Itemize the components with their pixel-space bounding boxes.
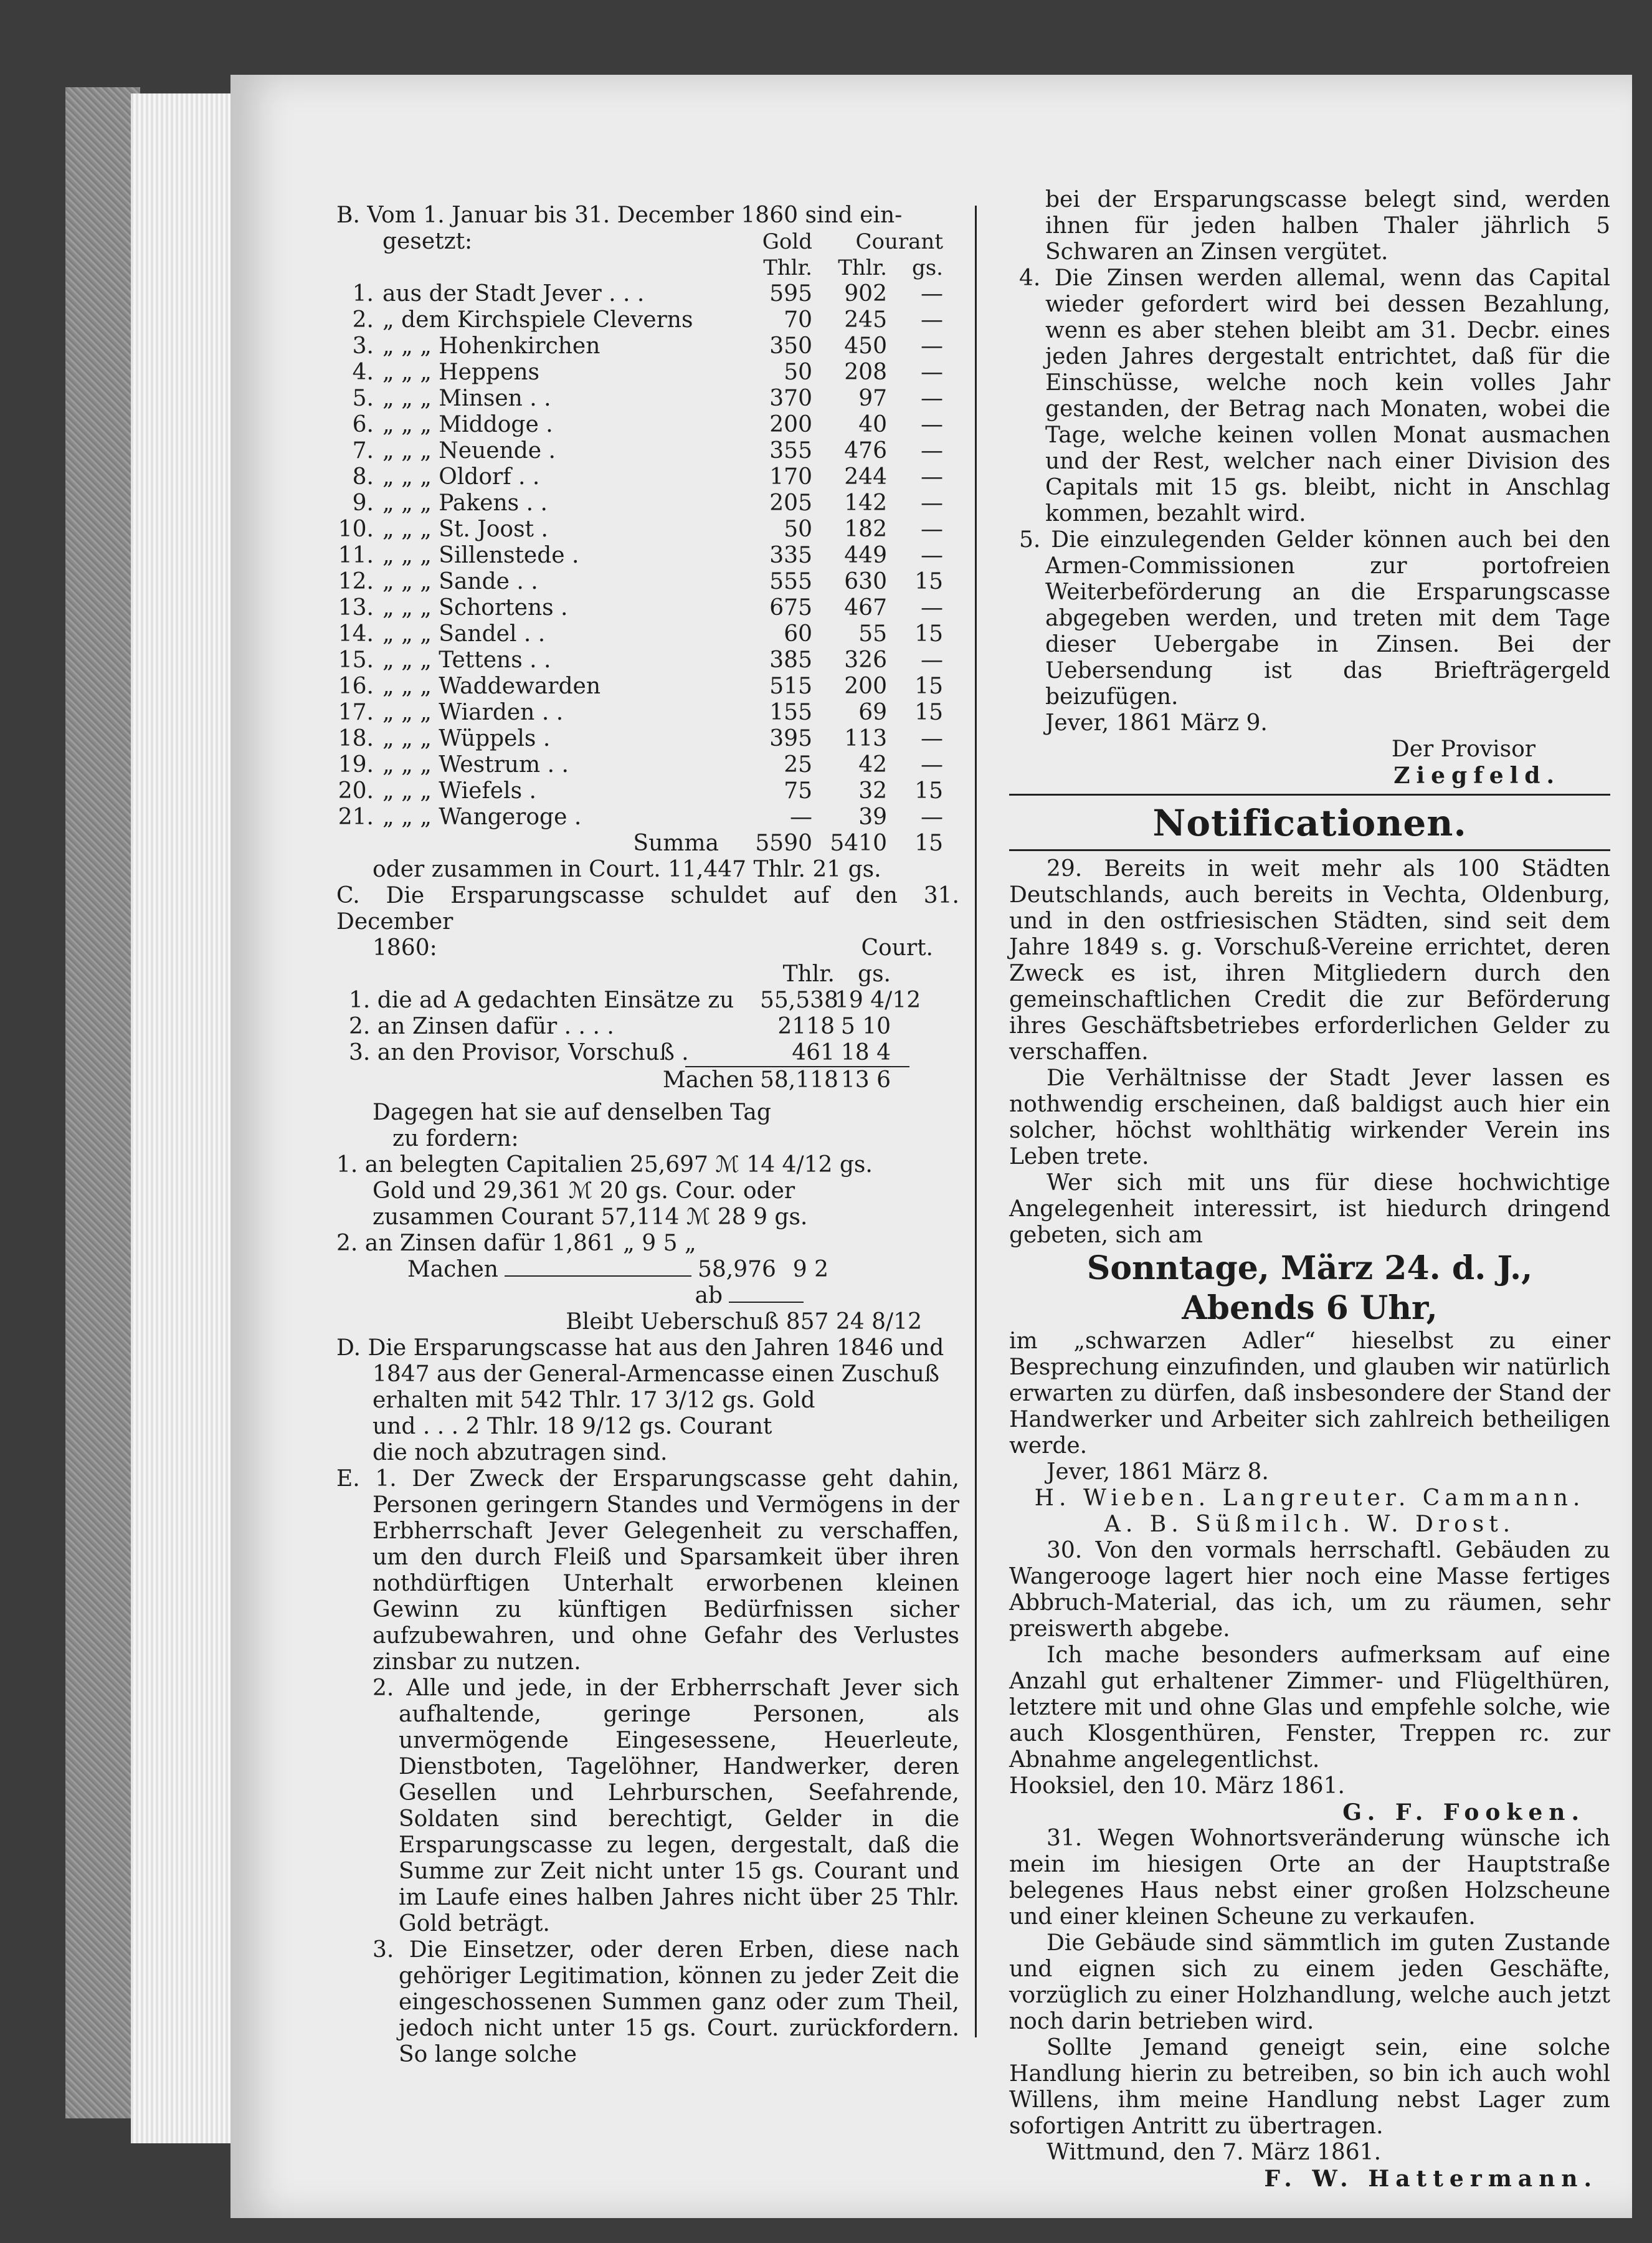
table-row [336, 804, 959, 831]
forderung-2: Gold und 29,361 ℳ 20 gs. Cour. oder [373, 1178, 795, 1204]
machen-thlr-1: 58,118 [760, 1067, 838, 1093]
cell-gold: 555 [769, 569, 812, 594]
cell-gold: 335 [769, 543, 812, 568]
header-thlr-courant: Thlr. [838, 255, 887, 280]
section-rule [1009, 794, 1610, 796]
signatories-1: H. Wieben. Langreuter. Cammann. [1034, 1485, 1585, 1511]
date-jever-8: Jever, 1861 März 8. [1047, 1459, 1269, 1485]
c-thlr: Thlr. [782, 961, 835, 987]
notice-30-a: 30. Von den vormals herrschaftl. Gebäuden zu Wangerooge lagert hier noch eine Masse fertiges Abbruch-Material, das ich, um zu räumen, sehr preiswerth abgebe. [1009, 1538, 1610, 1642]
cell-gs: 15 [914, 569, 943, 594]
cell-gs: 15 [914, 674, 943, 699]
cell-num: 4. [352, 360, 374, 385]
cell-num: 9. [352, 490, 374, 516]
section-d-line: 1847 aus der General-Armencasse einen Zuschuß [373, 1361, 939, 1387]
section-d-line: und . . . 2 Thlr. 18 9/12 gs. Courant [373, 1414, 772, 1439]
table-row [336, 726, 959, 752]
debt-table [336, 988, 959, 1066]
table-row [336, 595, 959, 621]
section-e-1: E. 1. Der Zweck der Ersparungscasse geht dahin, Personen geringern Standes und Vermögens in der Erbherrschaft Jever Gelegenheit zu verschaffen, um den durch Fleiß und Sparsamkeit über ihren nothdürftigen Unterhalt erworbenen kleinen Gewinn zu künftigen Bedürfnissen sicher aufzubewahren, und ohne Gefahr des Verlustes zinsbar zu nutzen. [336, 1466, 959, 1675]
cell-num: 11. [338, 543, 374, 568]
cell-num: 6. [352, 412, 374, 437]
cell-num: 19. [338, 752, 374, 778]
section-e-2: 2. Alle und jede, in der Erbherrschaft Jever sich aufhaltende, geringe Personen, als unvermögende Eingesessene, Heuerleute, Dienstboten, Tagelöhner, Handwerker, deren Gesellen und Lehrburschen, Seefahrende, Soldaten sind berechtigt, Gelder in die Ersparungscasse zu legen, dergestalt, daß die Summe zur Zeit nicht unter 15 gs. Courant und im Laufe eines halben Jahres nicht über 25 Thlr. Gold beträgt. [373, 1675, 959, 1936]
debt-thlr: 2118 [777, 1014, 835, 1039]
cell-gold: 595 [769, 281, 812, 307]
cell-thlr: 55 [858, 621, 887, 647]
cell-gold: 200 [769, 412, 812, 437]
cell-label: „ „ „ Wüppels . [382, 726, 551, 751]
cell-gs: — [921, 595, 943, 621]
provisor-signature: Ziegfeld. [1393, 763, 1560, 789]
cell-gs: — [921, 804, 943, 830]
cell-gs: — [921, 543, 943, 568]
notice-31-date: Wittmund, den 7. März 1861. [1047, 2140, 1382, 2165]
cell-gs: 15 [914, 778, 943, 804]
section-e-5: 5. Die einzulegenden Gelder können auch bei den Armen-Commissionen zur portofreien Weiterbeförderung an die Ersparungscasse abgegeben werden, und treten mit dem Tage dieser Uebergabe in Zinsen. Bei der Uebersendung ist das Briefträgergeld beizufügen. [1019, 527, 1610, 710]
cell-label: „ „ „ Westrum . . [382, 752, 569, 778]
cell-thlr: 182 [844, 517, 887, 542]
notice-29-a: 29. Bereits in weit mehr als 100 Städten Deutschlands, auch bereits in Vechta, Oldenburg, und in den ostfriesischen Städten, sind seit dem Jahre 1849 s. g. Vorschuß-Vereine errichtet, deren Zweck es ist, ihren Mitgliedern durch den gemeinschaftlichen Credit die zur Beförderung ihres Geschäftsbetriebes erforderlichen Gelder zu verschaffen. [1009, 856, 1610, 1065]
table-row [336, 333, 959, 360]
cell-gold: 395 [769, 726, 812, 751]
machen-label-2: Machen [407, 1257, 498, 1282]
table-row [336, 517, 959, 543]
dagegen-line-2: zu fordern: [392, 1126, 519, 1151]
cell-thlr: 42 [858, 752, 887, 778]
cell-label: „ „ „ Middoge . [382, 412, 553, 437]
cell-num: 13. [338, 595, 374, 621]
cell-num: 2. [352, 307, 374, 333]
cell-thlr: 476 [844, 438, 887, 464]
cell-num: 7. [352, 438, 374, 464]
cell-label: „ „ „ St. Joost . [382, 517, 548, 542]
cell-label: „ „ „ Heppens [382, 360, 540, 385]
header-thlr-gold: Thlr. [763, 255, 812, 280]
cell-gold: 385 [769, 647, 812, 673]
table-row [336, 674, 959, 700]
summa-gs: 15 [914, 831, 943, 856]
provisor-title: Der Provisor [1391, 736, 1536, 762]
dagegen-line: Dagegen hat sie auf denselben Tag [373, 1100, 771, 1125]
cell-gs: — [921, 726, 943, 751]
table-row [336, 360, 959, 386]
table-row [336, 438, 959, 464]
column-divider [975, 206, 977, 2037]
debt-thlr: 461 [792, 1040, 835, 1065]
cell-thlr: 69 [858, 700, 887, 725]
debt-row [336, 988, 959, 1014]
cell-num: 18. [338, 726, 374, 751]
notice-30-signature: G. F. Fooken. [1342, 1799, 1585, 1826]
debt-thlr: 55,538 [760, 988, 838, 1013]
cell-gold: 50 [784, 360, 812, 385]
cell-gs: — [921, 490, 943, 516]
cell-label: „ „ „ Wangeroge . [382, 804, 582, 830]
cell-gold: 60 [784, 621, 812, 647]
cell-gs: — [921, 281, 943, 307]
forderung-3: zusammen Courant 57,114 ℳ 28 9 gs. [373, 1204, 808, 1230]
table-row [336, 412, 959, 438]
cell-thlr: 200 [844, 674, 887, 699]
cell-num: 16. [338, 674, 374, 699]
cell-gs: — [921, 307, 943, 333]
table-row [336, 700, 959, 726]
notice-31-a: 31. Wegen Wohnortsveränderung wünsche ich mein im hiesigen Orte an der Hauptstraße belegenes Haus nebst einer großen Holzscheune und einer kleinen Scheune zu verkaufen. [1009, 1826, 1610, 1930]
cell-gs: — [921, 464, 943, 490]
summa-thlr: 5410 [830, 831, 887, 856]
cell-gs: — [921, 647, 943, 673]
cell-gold: 25 [784, 752, 812, 778]
table-row [336, 386, 959, 412]
cell-label: „ „ „ Pakens . . [382, 490, 548, 516]
cell-gold: 370 [769, 386, 812, 411]
bleibt-line: Bleibt Ueberschuß 857 24 8/12 [566, 1309, 922, 1335]
cell-label: „ „ „ Oldorf . . [382, 464, 540, 490]
debt-label: 1. die ad A gedachten Einsätze zu [349, 988, 734, 1013]
debt-gs: 5 10 [840, 1014, 891, 1039]
cell-thlr: 902 [844, 281, 887, 307]
cell-num: 1. [352, 281, 374, 307]
cell-thlr: 97 [858, 386, 887, 411]
notifications-heading: Notificationen. [1152, 802, 1467, 844]
cell-num: 21. [338, 804, 374, 830]
cell-label: „ „ „ Sandel . . [382, 621, 546, 647]
cell-gs: — [921, 360, 943, 385]
debt-gs: 19 4/12 [835, 988, 921, 1013]
section-e-4: 4. Die Zinsen werden allemal, wenn das Capital wieder gefordert wird bei dessen Bezahlung, wenn es aber stehen bleibt am 31. Decbr. eines jeden Jahres dergestalt entrichtet, daß für die Einschüsse, welche noch kein volles Jahr gestanden, der Betrag nach Monaten, wobei die Tage, welche keinen vollen Monat ausmachen und der Rest, welcher nach einer Division des Capitals mit 15 gs. bleibt, nicht in Anschlag kommen, bezahlt wird. [1019, 265, 1610, 526]
cell-num: 20. [338, 778, 374, 804]
cell-gold: 155 [769, 700, 812, 725]
cell-label: „ „ „ Tettens . . [382, 647, 551, 673]
date-jever-9: Jever, 1861 März 9. [1045, 710, 1268, 736]
header-gold: Gold [762, 229, 812, 254]
section-d-line: die noch abzutragen sind. [373, 1440, 668, 1465]
c-gs: gs. [858, 961, 891, 987]
cell-gs: — [921, 517, 943, 542]
zusammen-line: oder zusammen in Court. 11,447 Thlr. 21 gs. [373, 857, 881, 882]
section-c-intro: C. Die Ersparungscasse schuldet auf den 31. December [336, 883, 959, 935]
heading-rule [1009, 849, 1610, 851]
cell-thlr: 467 [844, 595, 887, 621]
debt-row [336, 1014, 959, 1040]
table-row [336, 490, 959, 517]
debt-label: 2. an Zinsen dafür . . . . [349, 1014, 614, 1039]
section-d-line: erhalten mit 542 Thlr. 17 3/12 gs. Gold [373, 1388, 815, 1413]
notice-29-d: im „schwarzen Adler“ hieselbst zu einer Besprechung einzufinden, und glauben wir natürlich erwarten zu dürfen, daß insbesondere der Stand der Handwerker und Arbeiter sich zahlreich betheiligen werde. [1009, 1328, 1610, 1459]
machen-label-1: Machen [662, 1067, 754, 1093]
cell-label: aus der Stadt Jever . . . [382, 281, 645, 307]
ab-label: ab [695, 1283, 723, 1308]
cell-gs: — [921, 386, 943, 411]
cell-label: „ dem Kirchspiele Cleverns [382, 307, 693, 333]
summa-row [336, 831, 959, 857]
cell-label: „ „ „ Wiefels . [382, 778, 536, 804]
cell-gold: 50 [784, 517, 812, 542]
cell-thlr: 449 [844, 543, 887, 568]
machen-gs-1: 13 6 [840, 1067, 891, 1093]
cell-num: 14. [338, 621, 374, 647]
cell-label: „ „ „ Waddewarden [382, 674, 601, 699]
debt-label: 3. an den Provisor, Vorschuß . [349, 1040, 689, 1065]
machen-gs-2: 9 2 [792, 1257, 828, 1282]
cell-gs: — [921, 752, 943, 778]
cell-gold: 70 [784, 307, 812, 333]
table-row [336, 647, 959, 674]
table-row [336, 569, 959, 595]
table-row [336, 281, 959, 307]
b-intro-2: gesetzt: [382, 229, 473, 254]
cell-label: „ „ „ Sande . . [382, 569, 538, 594]
left-column [336, 202, 959, 2068]
summa-gold: 5590 [755, 831, 812, 856]
signatories-2: A. B. Süßmilch. W. Drost. [1104, 1512, 1516, 1537]
cell-num: 12. [338, 569, 374, 594]
cell-num: 17. [338, 700, 374, 725]
table-subheader-row [336, 255, 959, 281]
cell-gold: 350 [769, 333, 812, 359]
cell-label: „ „ „ Sillenstede . [382, 543, 579, 568]
cell-label: „ „ „ Hohenkirchen [382, 333, 601, 359]
notice-29-b: Die Verhältnisse der Stadt Jever lassen es nothwendig erscheinen, daß baldigst auch hier ein solcher, höchst wohlthätig wirkender Verein ins Leben trete. [1009, 1065, 1610, 1169]
meeting-time: Abends 6 Uhr, [1182, 1289, 1438, 1327]
cell-gold: 675 [769, 595, 812, 621]
cell-thlr: 326 [844, 647, 887, 673]
cell-thlr: 32 [858, 778, 887, 804]
debt-gs: 18 4 [840, 1040, 891, 1065]
cell-label: „ „ „ Neuende . [382, 438, 556, 464]
machen-row-2 [336, 1257, 959, 1283]
cell-thlr: 630 [844, 569, 887, 594]
cell-label: „ „ „ Minsen . . [382, 386, 551, 411]
cell-thlr: 113 [844, 726, 887, 751]
notice-31-signature: F. W. Hattermann. [1264, 2166, 1598, 2192]
forderung-4: 2. an Zinsen dafür 1,861 „ 9 5 „ [336, 1231, 696, 1256]
cell-gold: 355 [769, 438, 812, 464]
notice-31-c: Sollte Jemand geneigt sein, eine solche Handlung hierin zu betreiben, so bin ich auch wohl Willens, ihm meine Handlung nebst Lager zum sofortigen Antritt zu übertragen. [1009, 2035, 1610, 2139]
cell-gold: — [790, 804, 812, 830]
table-row [336, 464, 959, 490]
table-row [336, 778, 959, 804]
cell-num: 5. [352, 386, 374, 411]
cell-gold: 75 [784, 778, 812, 804]
summa-label: Summa [633, 831, 719, 856]
right-column [1009, 187, 1610, 2192]
section-b-intro: B. Vom 1. Januar bis 31. December 1860 sind ein- [336, 202, 903, 228]
cell-thlr: 245 [844, 307, 887, 333]
forderung-1: 1. an belegten Capitalien 25,697 ℳ 14 4/12 gs. [336, 1152, 873, 1178]
section-d-line: D. Die Ersparungscasse hat aus den Jahren 1846 und [336, 1335, 944, 1361]
cell-gs: 15 [914, 621, 943, 647]
cell-thlr: 208 [844, 360, 887, 385]
cell-gs: 15 [914, 700, 943, 725]
cell-gs: — [921, 333, 943, 359]
section-e-3: 3. Die Einsetzer, oder deren Erben, diese nach gehöriger Legitimation, können zu jeder Zeit die eingeschossenen Summen ganz oder zum Theil, jedoch nicht unter 15 gs. Court. zurückfordern. So lange solche [373, 1937, 959, 2067]
cell-num: 15. [338, 647, 374, 673]
cell-label: „ „ „ Wiarden . . [382, 700, 564, 725]
cell-num: 8. [352, 464, 374, 490]
header-gs: gs. [911, 255, 943, 280]
notice-30-b: Ich mache besonders aufmerksam auf eine Anzahl gut erhaltener Zimmer- und Flügelthüren, letztere mit und ohne Glas und empfehle solche, wie auch Klosgenthüren, Fenster, Treppen rc. zur Abnahme angelegentlichst. [1009, 1642, 1610, 1773]
cell-thlr: 450 [844, 333, 887, 359]
continuation-text: bei der Ersparungscasse belegt sind, werden ihnen für jeden halben Thaler jährlich 5 Schwaren an Zinsen vergütet. [1045, 187, 1610, 265]
notice-30-date: Hooksiel, den 10. März 1861. [1009, 1773, 1345, 1799]
cell-num: 3. [352, 333, 374, 359]
table-header-row [336, 229, 959, 255]
cell-thlr: 39 [858, 804, 887, 830]
table-row [336, 752, 959, 778]
cell-thlr: 40 [858, 412, 887, 437]
c-court: Court. [861, 935, 933, 961]
table-row [336, 307, 959, 333]
machen-row-1 [336, 1067, 959, 1093]
cell-gold: 170 [769, 464, 812, 490]
notice-31-b: Die Gebäude sind sämmtlich im guten Zustande und eignen sich zu einem jeden Geschäfte, vorzüglich zu einer Holzhandlung, welche auch jetzt noch darin betrieben wird. [1009, 1930, 1610, 2034]
deposit-table [336, 281, 959, 831]
cell-gs: — [921, 438, 943, 464]
section-d [336, 1335, 959, 1466]
cell-gold: 515 [769, 674, 812, 699]
table-row [336, 621, 959, 647]
book-spine [65, 87, 140, 2118]
machen-thlr-2: 58,976 [698, 1257, 776, 1282]
cell-gs: — [921, 412, 943, 437]
notice-29-c: Wer sich mit uns für diese hochwichtige Angelegenheit interessirt, ist hiedurch dringend gebeten, sich am [1009, 1170, 1610, 1248]
cell-thlr: 142 [844, 490, 887, 516]
table-row [336, 543, 959, 569]
c-intro-2: 1860: [373, 935, 437, 961]
cell-num: 10. [338, 517, 374, 542]
cell-gold: 205 [769, 490, 812, 516]
debt-row [336, 1040, 959, 1066]
meeting-date: Sonntage, März 24. d. J., [1086, 1249, 1533, 1287]
header-courant: Courant [855, 229, 943, 254]
cell-thlr: 244 [844, 464, 887, 490]
cell-label: „ „ „ Schortens . [382, 595, 568, 621]
